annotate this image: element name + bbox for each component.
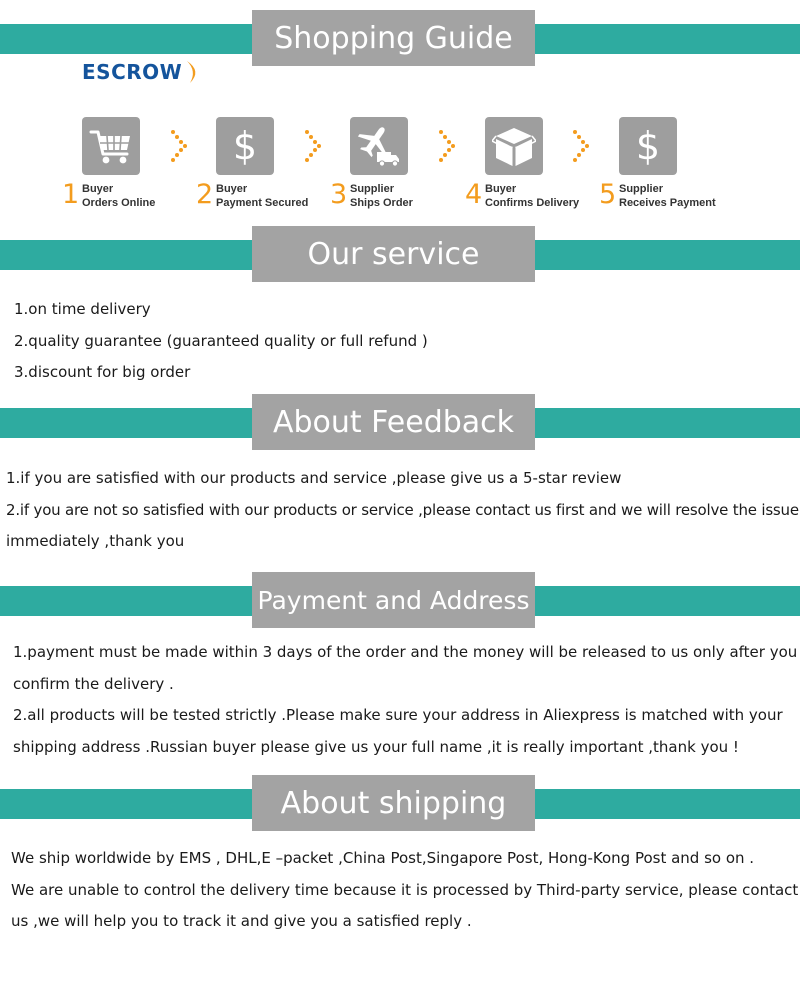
section-header-about-feedback <box>0 394 800 450</box>
dollar-glyph: $ <box>635 124 661 168</box>
shipping-line: We are unable to control the delivery time because it is processed by Third-party service, please contact <box>11 880 799 899</box>
feedback-line: 2.if you are not so satisfied with our products or service ,please contact us first and we will resolve the issue <box>6 500 799 519</box>
package-box-icon <box>485 117 543 175</box>
section-title: About shipping <box>252 775 535 831</box>
dollar-icon <box>619 117 677 175</box>
step-number: 4 <box>465 179 483 210</box>
feedback-line: 1.if you are satisfied with our products and service ,please give us a 5-star review <box>6 469 622 487</box>
escrow-step-3 <box>330 117 475 217</box>
dollar-icon <box>216 117 274 175</box>
step-label-role: Supplier <box>619 183 664 195</box>
chevron-right-icon <box>170 128 188 164</box>
step-label-action: Payment Secured <box>216 197 309 209</box>
airplane-truck-icon <box>350 117 408 175</box>
step-label <box>216 182 308 210</box>
shipping-line: We ship worldwide by EMS , DHL,E –packet ,China Post,Singapore Post, Hong-Kong Post and so on . <box>11 849 755 867</box>
escrow-step-1 <box>62 117 207 217</box>
step-label <box>485 182 579 210</box>
step-label-action: Confirms Delivery <box>485 197 580 209</box>
escrow-step-4 <box>465 117 610 217</box>
escrow-logo-text: ESCROW <box>82 60 183 84</box>
shipping-line: us ,we will help you to track it and give you a satisfied reply . <box>11 912 472 930</box>
chevron-right-icon <box>438 128 456 164</box>
payment-line: shipping address .Russian buyer please give us your full name ,it is really important ,thank you ! <box>13 737 739 756</box>
section-header-payment-address <box>0 572 800 628</box>
step-number: 5 <box>599 179 617 210</box>
step-number: 3 <box>330 179 348 210</box>
feedback-text <box>6 463 799 558</box>
service-item: 1.on time delivery <box>14 300 151 318</box>
step-label-role: Supplier <box>350 183 395 195</box>
escrow-step-5 <box>599 117 744 217</box>
chevron-right-icon <box>572 128 590 164</box>
step-label <box>350 182 413 210</box>
swoosh-icon <box>184 59 204 85</box>
step-label-role: Buyer <box>216 183 248 195</box>
feedback-line: immediately ,thank you <box>6 532 185 550</box>
step-label-role: Buyer <box>82 183 114 195</box>
step-number: 1 <box>62 179 80 210</box>
step-label <box>619 182 716 210</box>
shopping-cart-icon <box>82 117 140 175</box>
step-label <box>82 182 155 210</box>
step-label-action: Orders Online <box>82 197 156 209</box>
service-list <box>14 294 428 389</box>
dollar-glyph: $ <box>232 124 258 168</box>
service-item: 3.discount for big order <box>14 363 191 381</box>
payment-text <box>13 637 797 763</box>
service-item: 2.quality guarantee (guaranteed quality or full refund ) <box>14 331 428 350</box>
payment-line: 2.all products will be tested strictly .Please make sure your address in Aliexpress is matched with your <box>13 706 783 724</box>
shipping-text <box>11 843 798 938</box>
escrow-logo <box>82 56 204 88</box>
section-title: Shopping Guide <box>252 10 535 66</box>
chevron-right-icon <box>304 128 322 164</box>
payment-line: confirm the delivery . <box>13 674 174 693</box>
step-label-role: Buyer <box>485 183 517 195</box>
step-label-action: Receives Payment <box>619 197 716 209</box>
section-title: About Feedback <box>252 394 535 450</box>
step-number: 2 <box>196 179 214 210</box>
payment-line: 1.payment must be made within 3 days of the order and the money will be released to us only after you <box>13 643 798 661</box>
section-header-our-service <box>0 226 800 282</box>
section-title: Payment and Address <box>252 572 535 628</box>
section-title: Our service <box>252 226 535 282</box>
section-header-about-shipping <box>0 775 800 831</box>
escrow-step-2 <box>196 117 341 217</box>
step-label-action: Ships Order <box>350 197 413 209</box>
